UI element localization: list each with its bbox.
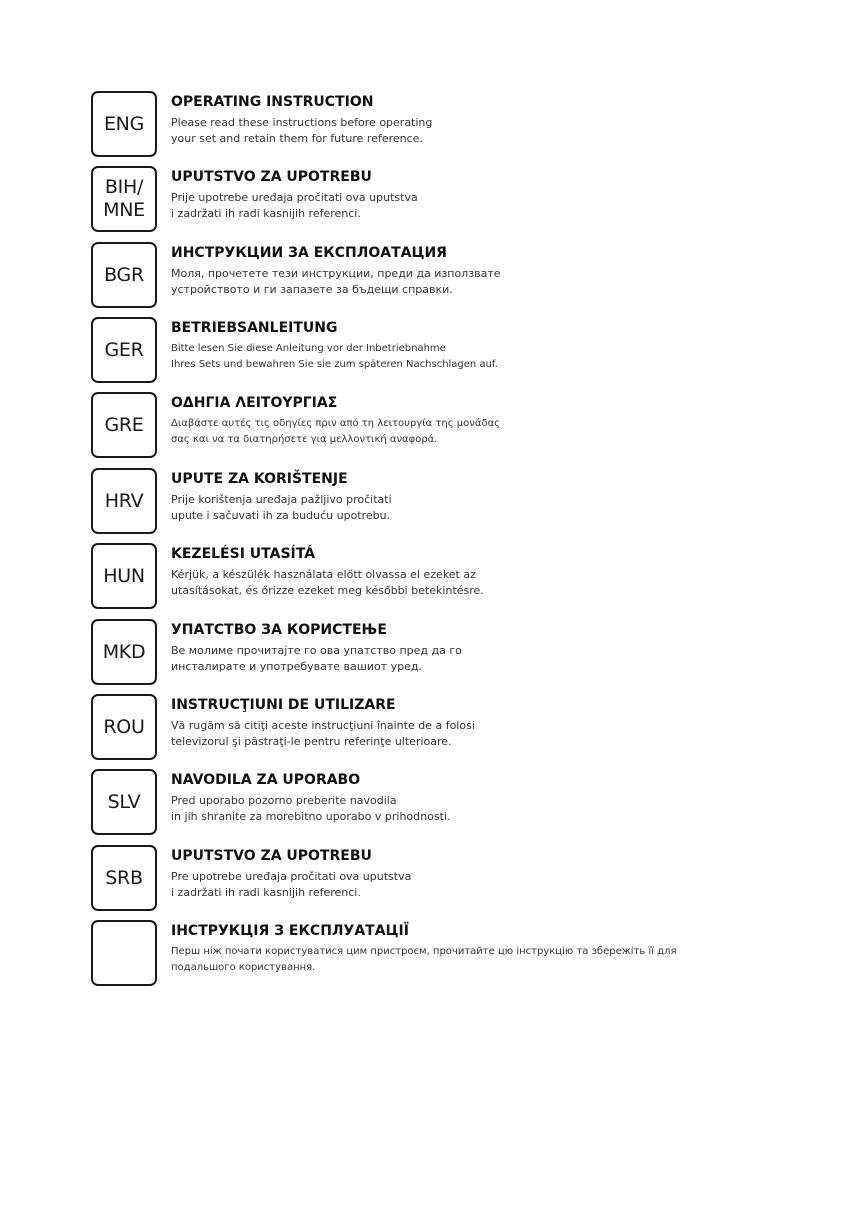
- language-entry-ger: [91, 317, 731, 383]
- language-code-box: SRB: [91, 845, 157, 911]
- language-entry-hun: [91, 543, 731, 609]
- language-code-box: [91, 920, 157, 986]
- language-entry-eng: [91, 91, 731, 157]
- entry-description: Prije upotrebe uređaja pročitati ova uputstva i zadržati ih radi kasnijih referenci.: [171, 191, 418, 220]
- entry-description: Bitte lesen Sie diese Anleitung vor der Inbetriebnahme Ihres Sets und bewahren Sie sie zum späteren Nachschlagen auf.: [171, 343, 498, 370]
- entry-description: Please read these instructions before operating your set and retain them for future reference.: [171, 116, 433, 145]
- entry-description: Ве молиме прочитајте го ова упатство пред да го инсталирате и употребувате вашиот уред.: [171, 644, 462, 673]
- language-code-box: ENG: [91, 91, 157, 157]
- language-entry-ukr: [91, 920, 731, 986]
- entry-title: INSTRUCŢIUNI DE UTILIZARE: [171, 697, 396, 713]
- entry-title: KEZELÉSI UTASÍTÁ: [171, 546, 316, 562]
- language-code-box: BIH/ MNE: [91, 166, 157, 232]
- entry-description: Pre upotrebe uređaja pročitati ova uputstva i zadržati ih radi kasnijih referenci.: [171, 870, 412, 899]
- language-entry-gre: [91, 392, 731, 458]
- entry-title: UPUTE ZA KORIŠTENJE: [171, 471, 348, 487]
- entry-title: UPUTSTVO ZA UPOTREBU: [171, 169, 372, 185]
- entry-description: Prije korištenja uređaja pažljivo pročitati upute i sačuvati ih za buduću upotrebu.: [171, 493, 392, 522]
- language-entry-bih-mne: [91, 166, 731, 232]
- entry-title: ІНСТРУКЦІЯ З ЕКСПЛУАТАЦІЇ: [171, 923, 409, 939]
- entry-title: OPERATING INSTRUCTION: [171, 94, 374, 110]
- language-code-box: ROU: [91, 694, 157, 760]
- language-code-box: HRV: [91, 468, 157, 534]
- entry-description: Vă rugăm să citiţi aceste instrucţiuni înainte de a folosi televizorul şi păstraţi-le pentru referinţe ulterioare.: [171, 719, 475, 748]
- language-entry-slv: [91, 769, 731, 835]
- language-code-box: GRE: [91, 392, 157, 458]
- language-entry-mkd: [91, 619, 731, 685]
- language-code-box: HUN: [91, 543, 157, 609]
- entry-description: Перш ніж почати користуватися цим пристроєм, прочитайте цю інструкцію та збережіть її для подальшого користування.: [171, 946, 677, 973]
- entry-title: ΟΔΗΓΙΑ ΛΕΙΤΟΥΡΓΙΑΣ: [171, 395, 338, 411]
- language-entry-bgr: [91, 242, 731, 308]
- entry-title: UPUTSTVO ZA UPOTREBU: [171, 848, 372, 864]
- entry-title: УПАТСТВО ЗА КОРИСТЕЊЕ: [171, 622, 387, 638]
- language-entry-rou: [91, 694, 731, 760]
- entry-description: Kérjük, a készülék használata előtt olvassa el ezeket az utasításokat, és őrizze ezeket meg későbbi betekintésre.: [171, 568, 484, 597]
- language-entry-srb: [91, 845, 731, 911]
- language-code-box: MKD: [91, 619, 157, 685]
- entry-title: BETRIEBSANLEITUNG: [171, 320, 338, 336]
- entry-title: ИНСТРУКЦИИ ЗА ЕКСПЛОАТАЦИЯ: [171, 245, 447, 261]
- entry-title: NAVODILA ZA UPORABO: [171, 772, 361, 788]
- language-code-box: SLV: [91, 769, 157, 835]
- language-entry-hrv: [91, 468, 731, 534]
- entry-description: Διαβάστε αυτές τις οδηγίες πριν από τη λειτουργία της μονάδας σας και να τα διατηρήσετε για μελλοντική αναφορά.: [171, 418, 501, 445]
- entry-description: Моля, прочетете тези инструкции, преди да използвате устройството и ги запазете за бъдещи справки.: [171, 267, 501, 296]
- language-code-box: GER: [91, 317, 157, 383]
- language-code-box: BGR: [91, 242, 157, 308]
- entry-description: Pred uporabo pozorno preberite navodila in jih shranite za morebitno uporabo v prihodnosti.: [171, 794, 451, 823]
